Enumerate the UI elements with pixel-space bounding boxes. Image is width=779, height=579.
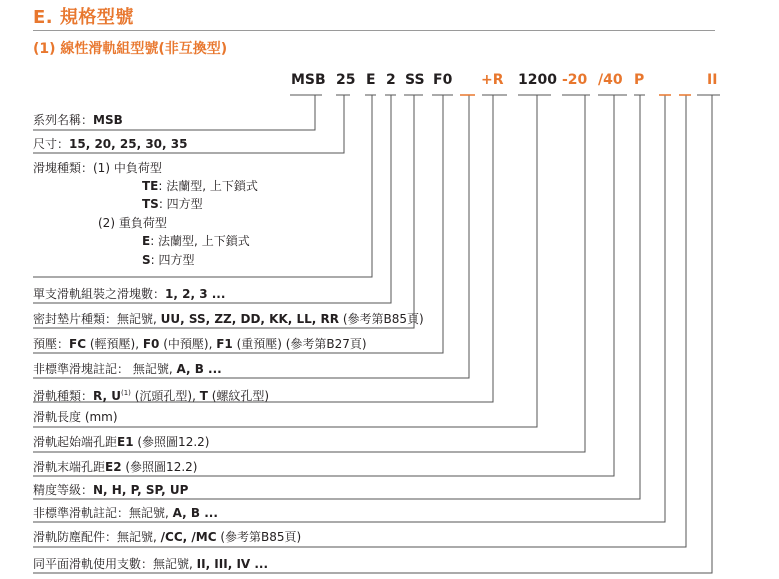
row-seal: 密封墊片種類：無記號, UU, SS, ZZ, DD, KK, LL, RR (參考第B85頁) xyxy=(33,312,424,326)
row-rail-dust: 滑軌防塵配件：無記號, /CC, /MC (參考第B85頁) xyxy=(33,530,302,544)
code-rails: II xyxy=(707,72,718,88)
section-subtitle: (1) 線性滑軌組型號(非互換型) xyxy=(33,41,228,57)
row-block-e: E: 法蘭型, 上下鎖式 xyxy=(142,234,250,248)
row-rail-count: 同平面滑軌使用支數：無記號, II, III, IV ... xyxy=(33,557,269,571)
code-e2: /40 xyxy=(598,72,623,88)
row-e2: 滑軌末端孔距E2 (參照圖12.2) xyxy=(33,460,198,474)
row-rail-type: 滑軌種類：R, $U^{(1)}$ (沉頭孔型), T (螺紋孔型) xyxy=(33,389,270,403)
row-precision: 精度等級：N, H, P, SP, UP xyxy=(33,483,189,497)
row-preload: 預壓：FC (輕預壓), F0 (中預壓), F1 (重預壓) (參考第B27頁) xyxy=(33,337,367,351)
code-size: 25 xyxy=(336,72,356,88)
row-block-te: TE: 法蘭型, 上下鎖式 xyxy=(142,179,258,193)
row-series: 系列名稱：MSB xyxy=(33,113,123,127)
row-size: 尺寸：15, 20, 25, 30, 35 xyxy=(33,137,188,151)
code-length: 1200 xyxy=(518,72,557,88)
code-series: MSB xyxy=(291,72,326,88)
code-e1: -20 xyxy=(562,72,588,88)
row-block-type: 滑塊種類：(1) 中負荷型 xyxy=(33,161,162,175)
row-block-ts: TS: 四方型 xyxy=(142,197,203,211)
section-title: E. 規格型號 xyxy=(33,7,134,28)
code-preload: F0 xyxy=(433,72,453,88)
row-rail-length: 滑軌長度 (mm) xyxy=(33,410,118,424)
code-seal: SS xyxy=(405,72,425,88)
row-block-count: 單支滑軌組裝之滑塊數：1, 2, 3 ... xyxy=(33,287,226,301)
row-nonstandard-rail: 非標準滑軌註記：無記號, A, B ... xyxy=(33,506,218,520)
code-block-type: E xyxy=(366,72,376,88)
row-block-s: S: 四方型 xyxy=(142,253,195,267)
code-blocks: 2 xyxy=(386,72,396,88)
code-rail: +R xyxy=(481,72,504,88)
row-e1: 滑軌起始端孔距E1 (參照圖12.2) xyxy=(33,435,210,449)
code-precision: P xyxy=(634,72,645,88)
row-block-heavy: (2) 重負荷型 xyxy=(98,216,167,230)
row-nonstandard-block: 非標準滑塊註記： 無記號, A, B ... xyxy=(33,362,222,376)
